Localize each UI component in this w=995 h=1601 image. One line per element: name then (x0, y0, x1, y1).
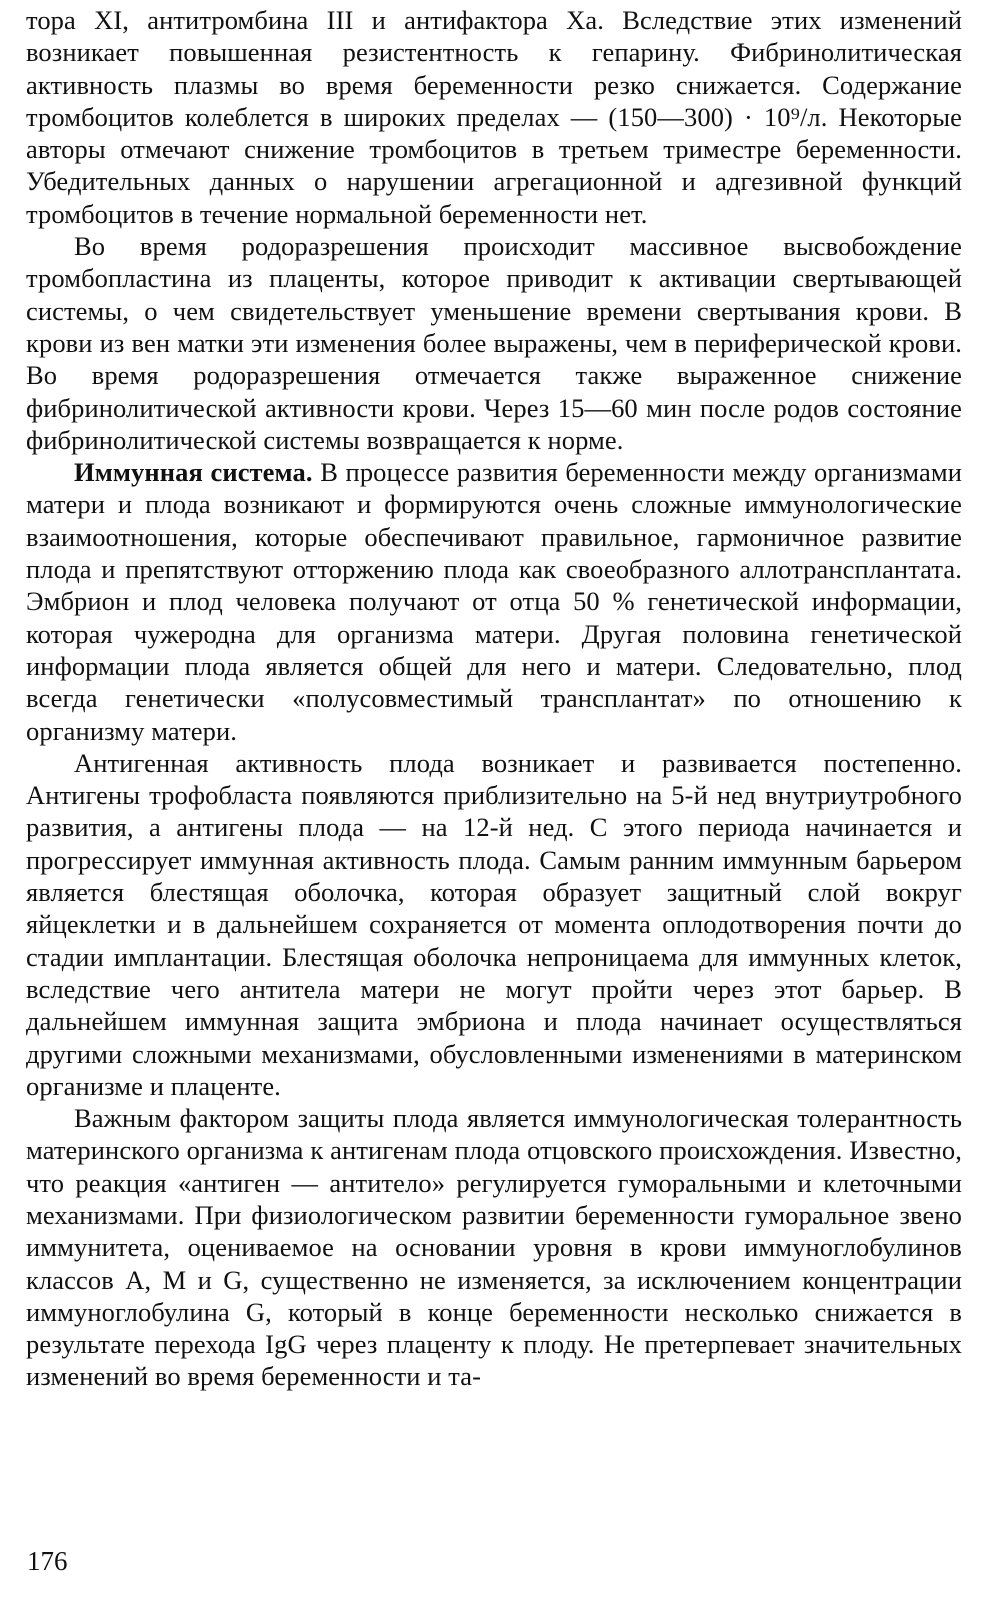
page-number: 176 (27, 1546, 68, 1576)
paragraph-1 (26, 4, 962, 230)
page-text (26, 4, 962, 1393)
paragraph-2 (26, 230, 962, 456)
paragraph-3-text: В процессе развития беременности между организмами матери и плода возникают и формируются очень сложные иммунологические взаимоотношения, которые обеспечивают правильное, гармоничное развитие плода и препятствуют отторжению плода как своеобразного аллотрансплантата. Эмбрион и плод человека получают от отца 50 % генетической информации, которая чужеродна для организма матери. Другая половина генетической информации плода является общей для него и матери. Следовательно, плод всегда генетически «полусовместимый трансплантат» по отношению к организму матери. (26, 457, 962, 746)
section-heading-immune-system: Иммунная система. (74, 457, 313, 488)
paragraph-5 (26, 1102, 962, 1393)
paragraph-3 (26, 456, 962, 747)
paragraph-5-text: Важным фактором защиты плода является иммунологическая толерантность материнского организма к антигенам плода отцовского происхождения. Известно, что реакция «антиген — антитело» регулируется гуморальными и клеточными механизмами. При физиологическом развитии беременности гуморальное звено иммунитета, оцениваемое на основании уровня в крови иммуноглобулинов классов A, M и G, существенно не изменяется, за исключением концентрации иммуноглобулина G, который в конце беременности несколько снижается в результате перехода IgG через плаценту к плоду. Не претерпевает значительных изменений во время беременности и та- (26, 1103, 962, 1392)
paragraph-4 (26, 747, 962, 1102)
paragraph-1-text: тора XI, антитромбина III и антифактора Xa. Вследствие этих изменений возникает повышенная резистентность к гепарину. Фибринолитическая активность плазмы во время беременности резко снижается. Содержание тромбоцитов колеблется в широких пределах — (150—300) · 10⁹/л. Некоторые авторы отмечают снижение тромбоцитов в третьем триместре беременности. Убедительных данных о нарушении агрегационной и адгезивной функций тромбоцитов в течение нормальной беременности нет. (26, 5, 962, 229)
paragraph-4-text: Антигенная активность плода возникает и развивается постепенно. Антигены трофобласта появляются приблизительно на 5-й нед внутриутробного развития, а антигены плода — на 12-й нед. С этого периода начинается и прогрессирует иммунная активность плода. Самым ранним иммунным барьером является блестящая оболочка, которая образует защитный слой вокруг яйцеклетки и в дальнейшем сохраняется от момента оплодотворения почти до стадии имплантации. Блестящая оболочка непроницаема для иммунных клеток, вследствие чего антитела матери не могут пройти через этот барьер. В дальнейшем иммунная защита эмбриона и плода начинает осуществляться другими сложными механизмами, обусловленными изменениями в материнском организме и плаценте. (26, 747, 962, 1101)
paragraph-2-text: Во время родоразрешения происходит массивное высвобождение тромбопластина из плаценты, которое приводит к активации свертывающей системы, о чем свидетельствует уменьшение времени свертывания крови. В крови из вен матки эти изменения более выражены, чем в периферической крови. Во время родоразрешения отмечается также выраженное снижение фибринолитической активности крови. Через 15—60 мин после родов состояние фибринолитической системы возвращается к норме. (26, 231, 962, 455)
